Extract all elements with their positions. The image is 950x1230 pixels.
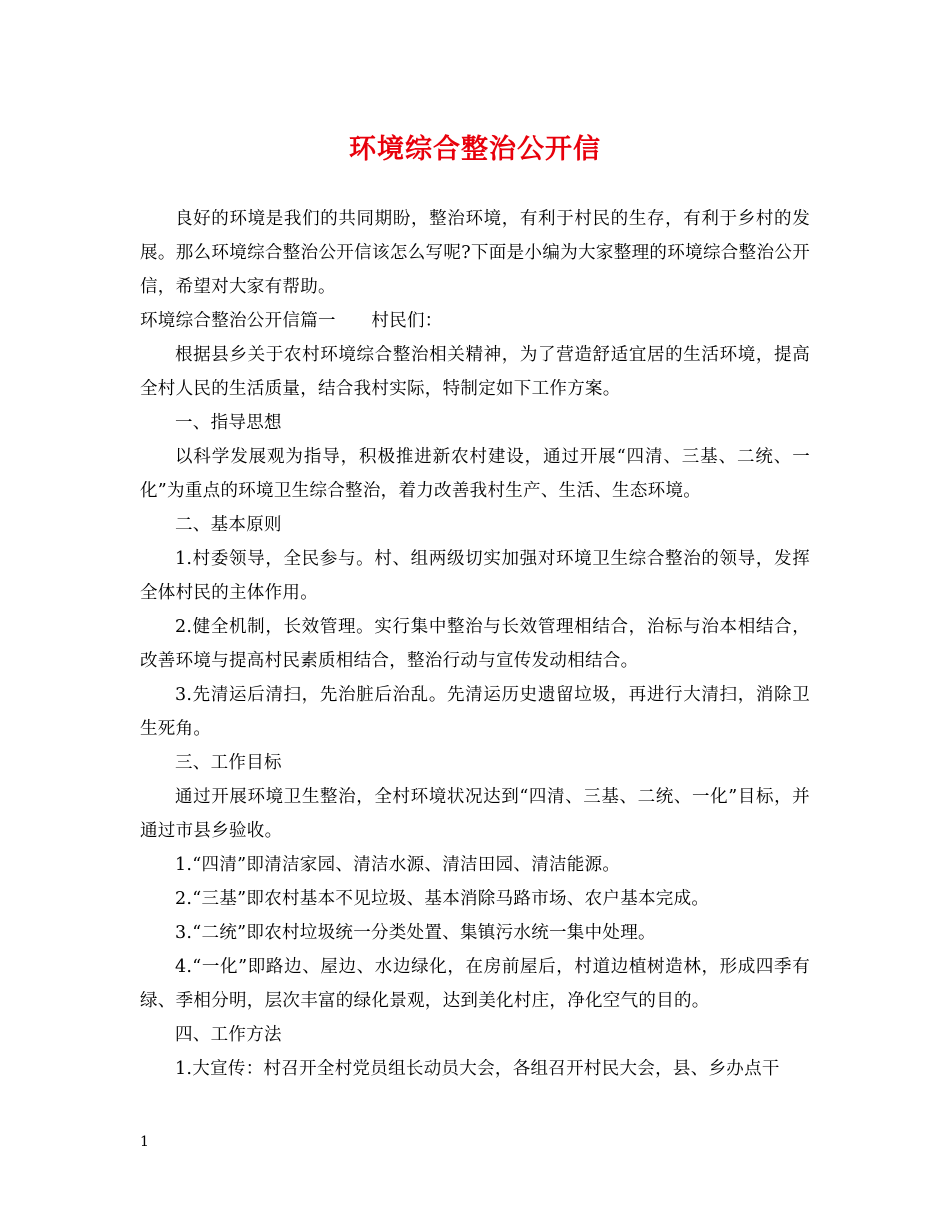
page-number: 1 bbox=[140, 1134, 149, 1150]
paragraph: 4.“一化”即路边、屋边、水边绿化，在房前屋后，村道边植树造林，形成四季有绿、季相分明，层次丰富的绿化景观，达到美化村庄，净化空气的目的。 bbox=[140, 957, 810, 1011]
section-heading: 二、基本原则 bbox=[175, 515, 282, 535]
paragraph: 通过开展环境卫生整治，全村环境状况达到“四清、三基、二统、一化”目标，并通过市县乡验收。 bbox=[140, 787, 810, 841]
paragraph: 1.大宣传：村召开全村党员组长动员大会，各组召开村民大会，县、乡办点干 bbox=[175, 1059, 780, 1079]
paragraph: 2.健全机制，长效管理。实行集中整治与长效管理相结合，治标与治本相结合，改善环境与提高村民素质相结合，整治行动与宣传发动相结合。 bbox=[140, 617, 810, 671]
paragraph: 以科学发展观为指导，积极推进新农村建设，通过开展“四清、三基、二统、一化”为重点的环境卫生综合整治，着力改善我村生产、生活、生态环境。 bbox=[140, 447, 810, 501]
paragraph: 1.“四清”即清洁家园、清洁水源、清洁田园、清洁能源。 bbox=[175, 855, 621, 875]
section-heading: 三、工作目标 bbox=[175, 753, 282, 773]
document-body bbox=[140, 202, 810, 1086]
paragraph: 3.先清运后清扫，先治脏后治乱。先清运历史遗留垃圾，再进行大清扫，消除卫生死角。 bbox=[140, 685, 810, 739]
paragraph: 1.村委领导，全民参与。村、组两级切实加强对环境卫生综合整治的领导，发挥全体村民的主体作用。 bbox=[140, 549, 810, 603]
section-heading: 四、工作方法 bbox=[175, 1025, 282, 1045]
section-heading: 一、指导思想 bbox=[175, 413, 282, 433]
document-title: 环境综合整治公开信 bbox=[349, 134, 601, 165]
paragraph: 环境综合整治公开信篇一 村民们： bbox=[140, 311, 443, 331]
paragraph: 根据县乡关于农村环境综合整治相关精神，为了营造舒适宜居的生活环境，提高全村人民的生活质量，结合我村实际，特制定如下工作方案。 bbox=[140, 345, 810, 399]
paragraph: 3.“二统”即农村垃圾统一分类处置、集镇污水统一集中处理。 bbox=[175, 923, 656, 943]
paragraph: 2.“三基”即农村基本不见垃圾、基本消除马路市场、农户基本完成。 bbox=[175, 889, 710, 909]
paragraph: 良好的环境是我们的共同期盼，整治环境，有利于村民的生存，有利于乡村的发展。那么环境综合整治公开信该怎么写呢?下面是小编为大家整理的环境综合整治公开信，希望对大家有帮助。 bbox=[140, 209, 810, 297]
